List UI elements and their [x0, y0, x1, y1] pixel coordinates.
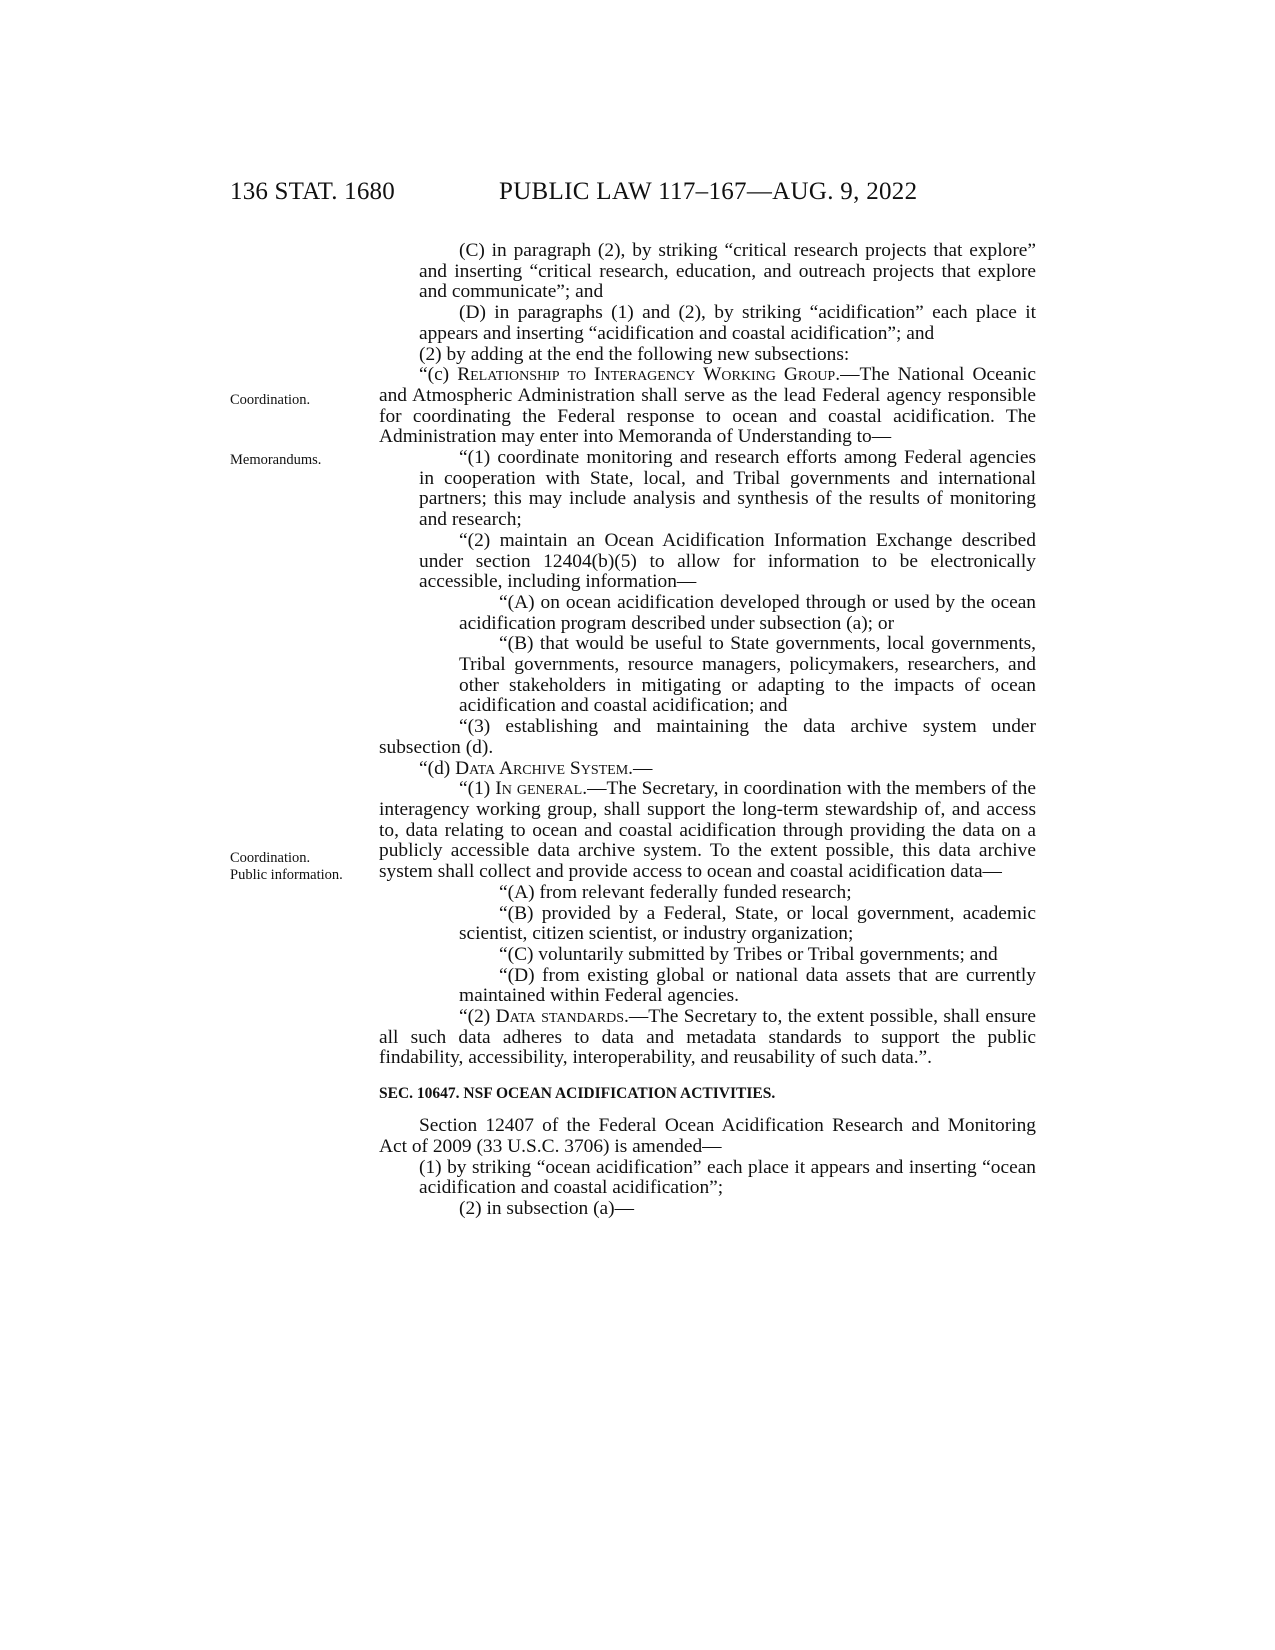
subsection-c-text: .—The National Oceanic and Atmospheric Administration shall serve as the lead Federal agency responsible for coordinating the Federal response to ocean and coastal acidification. The Administration may enter into Memoranda of Understanding to—: [379, 364, 1036, 448]
subsection-d-2: [379, 1007, 1036, 1069]
subsection-c: [379, 365, 1036, 448]
margin-note-memorandums: Memorandums.: [230, 452, 322, 468]
margin-note-public-information: Public information.: [230, 867, 343, 883]
subsection-d-2-heading: Data standards: [495, 1006, 625, 1028]
subsection-d-1-C: “(C) voluntarily submitted by Tribes or Tribal governments; and: [499, 943, 998, 965]
document-body: [379, 241, 1036, 1220]
margin-note-coordination-2: Coordination.: [230, 850, 311, 866]
margin-note-coordination: Coordination.: [230, 392, 311, 408]
paragraph-D: (D) in paragraphs (1) and (2), by striking “acidification” each place it appears and inserting “acidification and coastal acidification”; and: [419, 302, 1036, 344]
subsection-c-heading: Relationship to Interagency Working Group: [457, 364, 836, 386]
page-number: 136 STAT. 1680: [230, 178, 395, 205]
subsection-d-1-D: “(D) from existing global or national data assets that are currently maintained within Federal agencies.: [459, 964, 1036, 1007]
subsection-c-2-B: “(B) that would be useful to State governments, local governments, Tribal governments, resource managers, policymakers, researchers, and other stakeholders in mitigating or adapting to the impacts of ocean acidification and coastal acidification; and: [459, 633, 1036, 717]
subsection-d: [379, 759, 1036, 780]
subsection-c-3: “(3) establishing and maintaining the data archive system under subsection (d).: [379, 716, 1036, 758]
paragraph-C: (C) in paragraph (2), by striking “critical research projects that explore” and inserting “critical research, education, and outreach projects that explore and communicate”; and: [419, 240, 1036, 303]
subsection-d-1-text: .—The Secretary, in coordination with the members of the interagency working group, shall support the long-term stewardship of, and access to, data relating to ocean and coastal acidification through providing the data on a publicly accessible data archive system. To the extent possible, this data archive system shall collect and provide access to ocean and coastal acidification data—: [379, 778, 1036, 883]
section-item-1: (1) by striking “ocean acidification” each place it appears and inserting “ocean acidification and coastal acidification”;: [419, 1156, 1036, 1199]
section-intro: Section 12407 of the Federal Ocean Acidification Research and Monitoring Act of 2009 (33 U.S.C. 3706) is amended—: [379, 1115, 1036, 1157]
subsection-d-1: [379, 779, 1036, 883]
subsection-d-1-prefix: “(1): [459, 778, 491, 800]
subsection-c-prefix: “(c): [419, 364, 450, 386]
section-item-2: (2) in subsection (a)—: [459, 1197, 635, 1219]
margin-note-coordination-public-information: [230, 850, 360, 884]
section-heading: SEC. 10647. NSF OCEAN ACIDIFICATION ACTIVITIES.: [379, 1085, 776, 1103]
subsection-c-2: “(2) maintain an Ocean Acidification Information Exchange described under section 12404(b)(5) to allow for information to be electronically accessible, including information—: [419, 529, 1036, 593]
subsection-c-2-A: “(A) on ocean acidification developed through or used by the ocean acidification program described under subsection (a); or: [459, 591, 1036, 634]
paragraph-2: (2) by adding at the end the following new subsections:: [419, 343, 850, 365]
subsection-d-suffix: .—: [628, 757, 653, 779]
subsection-d-2-text: .—The Secretary to, the extent possible, shall ensure all such data adheres to data and metadata standards to support the public findability, accessibility, interoperability, and reusability of such data.”.: [379, 1006, 1036, 1069]
subsection-c-1: “(1) coordinate monitoring and research efforts among Federal agencies in cooperation with State, local, and Tribal governments and international partners; this may include analysis and synthesis of the results of monitoring and research;: [419, 447, 1036, 531]
subsection-d-1-A: “(A) from relevant federally funded research;: [499, 881, 852, 903]
subsection-d-2-prefix: “(2): [459, 1006, 491, 1028]
subsection-d-heading: Data Archive System: [455, 757, 629, 779]
subsection-d-1-B: “(B) provided by a Federal, State, or local government, academic scientist, citizen scientist, or industry organization;: [459, 902, 1036, 945]
subsection-d-1-heading: In general: [495, 778, 583, 800]
subsection-d-prefix: “(d): [419, 757, 451, 779]
page-header: [0, 178, 1275, 218]
running-head: PUBLIC LAW 117–167—AUG. 9, 2022: [499, 178, 918, 205]
